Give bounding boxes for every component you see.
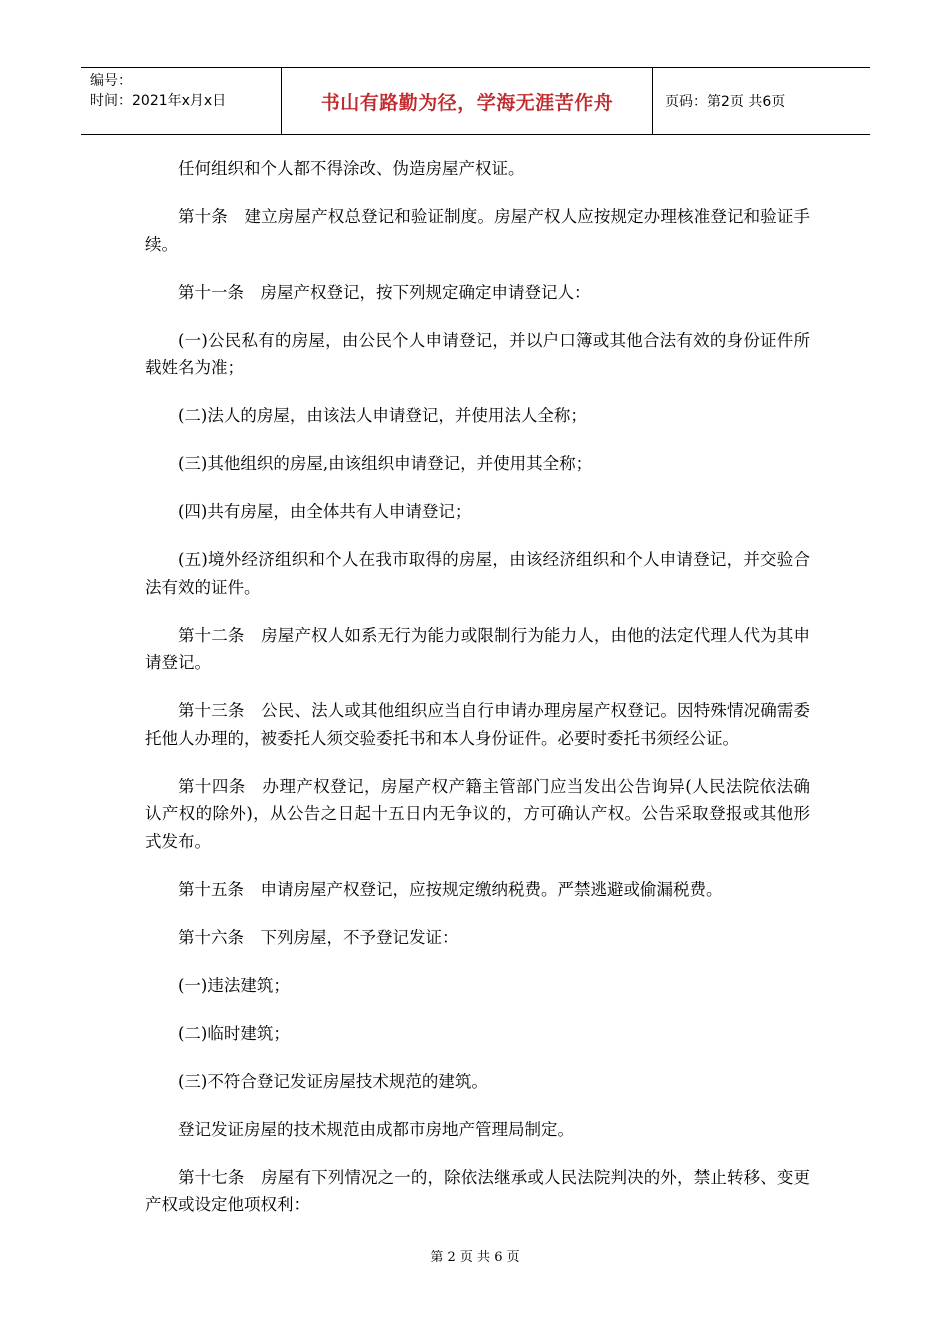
paragraph: 登记发证房屋的技术规范由成都市房地产管理局制定。 (178, 1119, 574, 1139)
paragraph: (一)公民私有的房屋，由公民个人申请登记，并以户口簿或其他合法有效的身份证件所载姓名为准； (145, 330, 810, 377)
paragraph: (二)临时建筑； (178, 1023, 290, 1043)
paragraph: (二)法人的房屋，由该法人申请登记，并使用法人全称； (178, 406, 587, 425)
document-number-label: 编号： (90, 73, 132, 89)
paragraph: 第十一条 房屋产权登记，按下列规定确定申请登记人： (178, 282, 591, 302)
paragraph: 第十条 建立房屋产权总登记和验证制度。房屋产权人应按规定办理核准登记和验证手续。 (145, 207, 810, 254)
page-header (81, 67, 870, 135)
page-footer: 第 2 页 共 6 页 (430, 1250, 520, 1265)
document-time-label: 时间：2021年x月x日 (90, 93, 227, 109)
paragraph: (一)违法建筑； (178, 975, 290, 995)
paragraph: 第十三条 公民、法人或其他组织应当自行申请办理房屋产权登记。因特殊情况确需委托他人办理的，被委托人须交验委托书和本人身份证件。必要时委托书须经公证。 (145, 701, 810, 748)
paragraph: (三)不符合登记发证房屋技术规范的建筑。 (178, 1071, 488, 1091)
paragraph: 第十四条 办理产权登记，房屋产权产籍主管部门应当发出公告询异(人民法院依法确认产权的除外)，从公告之日起十五日内无争议的，方可确认产权。公告采取登报或其他形式发布。 (145, 776, 810, 851)
paragraph: (四)共有房屋，由全体共有人申请登记； (178, 502, 472, 521)
header-meta (81, 68, 282, 134)
paragraph: 任何组织和个人都不得涂改、伪造房屋产权证。 (178, 159, 525, 178)
paragraph: 第十二条 房屋产权人如系无行为能力或限制行为能力人，由他的法定代理人代为其申请登记。 (145, 625, 810, 672)
paragraph: 第十六条 下列房屋，不予登记发证： (178, 927, 459, 947)
paragraph: (五)境外经济组织和个人在我市取得的房屋，由该经济组织和个人申请登记，并交验合法有效的证件。 (145, 550, 810, 597)
paragraph: 第十七条 房屋有下列情况之一的，除依法继承或人民法院判决的外，禁止转移、变更产权或设定他项权利： (145, 1167, 810, 1214)
paragraph: 第十五条 申请房屋产权登记，应按规定缴纳税费。严禁逃避或偷漏税费。 (178, 879, 723, 899)
header-page-info: 页码：第2页 共6页 (665, 94, 786, 110)
paragraph: (三)其他组织的房屋,由该组织申请登记，并使用其全称； (178, 454, 593, 473)
header-motto: 书山有路勤为径，学海无涯苦作舟 (282, 68, 653, 134)
document-body (145, 155, 810, 1239)
